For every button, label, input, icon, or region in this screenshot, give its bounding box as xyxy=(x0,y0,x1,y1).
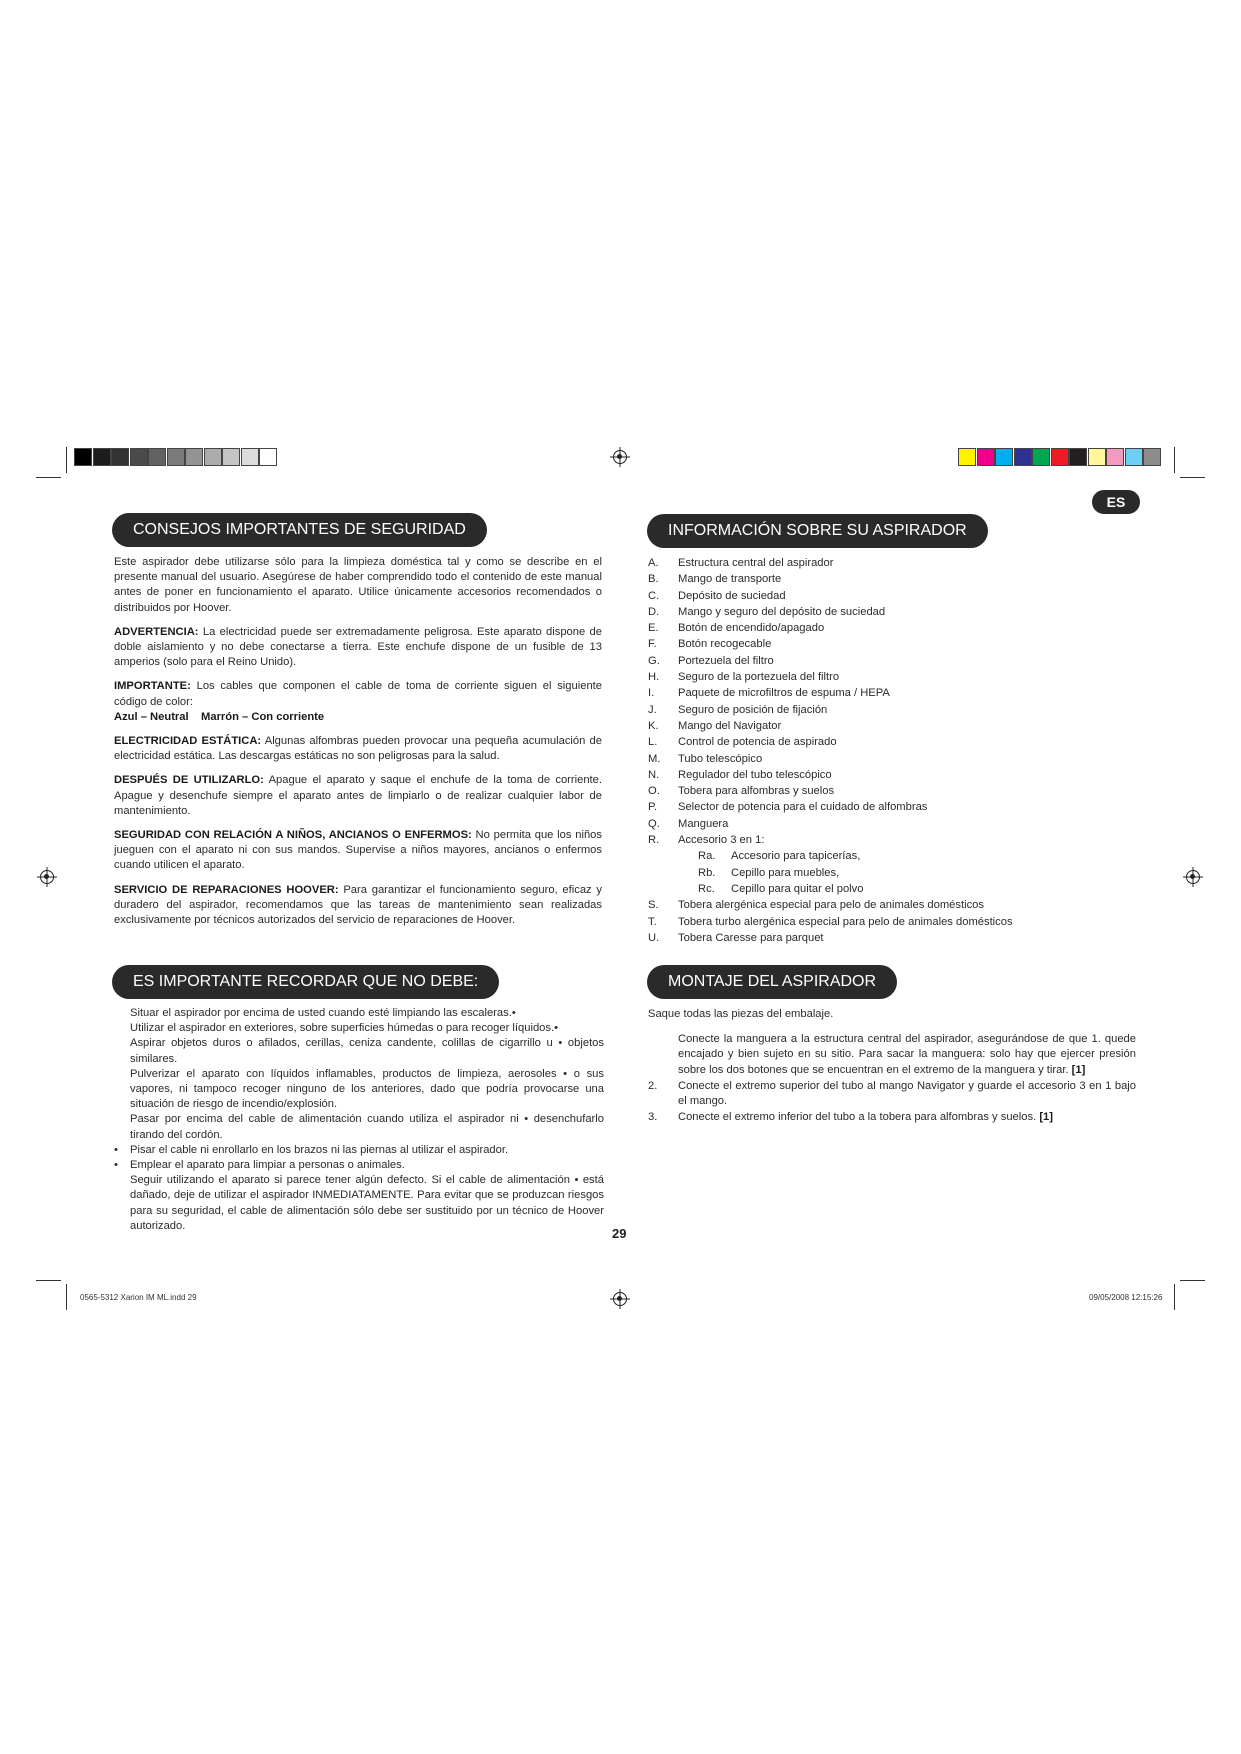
list-item-text: Utilizar el aspirador en exteriores, sobre superficies húmedas o para recoger líquidos.• xyxy=(130,1022,559,1035)
gray-swatch xyxy=(130,448,148,466)
list-item-text: Emplear el aparato para limpiar a personas o animales. xyxy=(130,1159,405,1172)
item-text: Paquete de microfiltros de espuma / HEPA xyxy=(678,687,890,700)
gray-swatch xyxy=(167,448,185,466)
list-item-text: Seguir utilizando el aparato si parece tener algún defecto. Si el cable de alimentación • está dañado, deje de utilizar el aspirador INMEDIATAMENTE. Para evitar que se produzcan riesgos para su seguridad, el cable de alimentación sólo debe ser sustituido por un técnico de Hoover autorizado. xyxy=(130,1174,604,1232)
after-use-label: DESPUÉS DE UTILIZARLO: xyxy=(114,774,264,787)
footer-datetime: 09/05/2008 12:15:26 xyxy=(1089,1293,1163,1302)
after-use-text: Apague el aparato y saque el enchufe de la toma de corriente. Apague y desenchufe siempre el aparato antes de limpiarlo o de realizar cualquier labor de mantenimiento. xyxy=(114,774,602,817)
gray-swatch xyxy=(111,448,129,466)
list-item xyxy=(648,702,1108,718)
item-letter: Ra. xyxy=(698,850,716,863)
registration-mark-icon xyxy=(613,450,627,464)
list-item xyxy=(648,914,1108,930)
section-title-info: INFORMACIÓN SOBRE SU ASPIRADOR xyxy=(648,515,987,547)
gray-swatch xyxy=(241,448,259,466)
children-paragraph xyxy=(114,828,602,874)
assembly-intro: Saque todas las piezas del embalaje. xyxy=(648,1008,834,1020)
item-text: Tobera turbo alergénica especial para pelo de animales domésticos xyxy=(678,915,1013,928)
important-label: IMPORTANTE: xyxy=(114,680,191,693)
color-swatch xyxy=(1106,448,1124,466)
list-item xyxy=(648,848,1108,864)
gray-swatch xyxy=(222,448,240,466)
after-use-paragraph xyxy=(114,773,602,819)
color-swatch xyxy=(1143,448,1161,466)
item-text: Control de potencia de aspirado xyxy=(678,736,837,749)
step-text: Conecte la manguera a la estructura central del aspirador, asegurándose de que 1. quede encajado y bien sujeto en su sitio. Para sacar la manguera: solo hay que ejercer presión sobre los dos botones que se encuentran en el extremo de la manguera y tirar. xyxy=(678,1033,1136,1076)
figure-ref: [1] xyxy=(1039,1111,1053,1124)
list-item-text: Pulverizar el aparato con líquidos inflamables, productos de limpieza, aerosoles • o sus vapores, ni tampoco recoger ninguno de los anteriores, dado que podría provocarse una situación de riesgo de incendio/explosión. xyxy=(130,1067,604,1111)
list-item xyxy=(114,1067,604,1113)
important-paragraph xyxy=(114,679,602,709)
list-item xyxy=(114,1036,604,1066)
list-item xyxy=(114,1006,604,1021)
gray-swatch xyxy=(148,448,166,466)
list-item xyxy=(648,832,1108,848)
item-letter: S. xyxy=(648,899,659,912)
item-text: Seguro de posición de fijación xyxy=(678,703,828,716)
crop-mark xyxy=(36,1280,61,1281)
color-swatch xyxy=(1051,448,1069,466)
crop-mark xyxy=(36,477,61,478)
color-swatch xyxy=(958,448,976,466)
remember-list xyxy=(114,1006,604,1234)
list-item xyxy=(114,1158,604,1173)
important-text: Los cables que componen el cable de toma de corriente siguen el siguiente código de color: xyxy=(114,680,602,708)
static-paragraph xyxy=(114,734,602,764)
list-item xyxy=(648,734,1108,750)
list-item xyxy=(648,620,1108,636)
item-text: Mango y seguro del depósito de suciedad xyxy=(678,605,886,618)
warning-paragraph xyxy=(114,625,602,671)
list-item xyxy=(648,718,1108,734)
assembly-section xyxy=(648,1007,1136,1126)
service-text: Para garantizar el funcionamiento seguro, eficaz y duradero del aspirador, recomendamos que las tareas de mantenimiento sean realizadas exclusivamente por técnicos autorizados del servicio de reparaciones de Hoover. xyxy=(114,883,602,927)
figure-ref: [1] xyxy=(1071,1063,1086,1076)
list-item xyxy=(648,816,1108,832)
crop-mark xyxy=(66,447,67,473)
item-text: Tobera para alfombras y suelos xyxy=(678,785,835,798)
item-text: Cepillo para muebles, xyxy=(731,866,840,879)
item-letter: M. xyxy=(648,752,661,765)
item-text: Mango de transporte xyxy=(678,573,782,586)
service-paragraph xyxy=(114,883,602,929)
list-item xyxy=(648,881,1108,897)
static-label: ELECTRICIDAD ESTÁTICA: xyxy=(114,735,262,748)
list-item xyxy=(648,588,1108,604)
list-item xyxy=(648,751,1108,767)
item-letter: R. xyxy=(648,834,660,847)
item-text: Tubo telescópico xyxy=(678,752,763,765)
item-text: Cepillo para quitar el polvo xyxy=(731,882,864,895)
item-letter: G. xyxy=(648,654,660,667)
section-title-remember: ES IMPORTANTE RECORDAR QUE NO DEBE: xyxy=(113,966,498,998)
item-letter: K. xyxy=(648,719,659,732)
crop-mark xyxy=(1174,447,1175,473)
safety-intro: Este aspirador debe utilizarse sólo para la limpieza doméstica tal y como se describe en el presente manual del usuario. Asegúrese de haber comprendido todo el contenido de este manual antes de poner en funcionamiento el aparato. Utilice únicamente accesorios recomendados o distribuidos por Hoover. xyxy=(114,556,602,614)
step-number: 2. xyxy=(648,1079,658,1092)
assembly-steps xyxy=(648,1032,1136,1125)
item-text: Manguera xyxy=(678,817,729,830)
item-letter: L. xyxy=(648,736,658,749)
warning-text: La electricidad puede ser extremadamente peligrosa. Este aparato dispone de doble aislamiento y no debe conectarse a tierra. Este enchufe dispone de un fusible de 13 amperios (solo para el Reino Unido). xyxy=(114,625,602,669)
list-item xyxy=(648,865,1108,881)
item-letter: Rb. xyxy=(698,866,716,879)
item-text: Estructura central del aspirador xyxy=(678,557,834,569)
color-swatch xyxy=(995,448,1013,466)
item-letter: Rc. xyxy=(698,882,715,895)
item-letter: O. xyxy=(648,785,660,798)
section-title-assembly: MONTAJE DEL ASPIRADOR xyxy=(648,966,896,998)
color-swatch xyxy=(1088,448,1106,466)
crop-mark xyxy=(66,1284,67,1310)
list-item xyxy=(114,1021,604,1036)
color-swatch xyxy=(977,448,995,466)
color-swatch xyxy=(1125,448,1143,466)
registration-mark-icon xyxy=(40,870,54,884)
item-letter: H. xyxy=(648,671,660,684)
gray-swatch xyxy=(74,448,92,466)
parts-list xyxy=(648,555,1108,946)
color-swatch xyxy=(1032,448,1050,466)
item-letter: F. xyxy=(648,638,657,651)
crop-mark xyxy=(1174,1284,1175,1310)
item-text: Accesorio 3 en 1: xyxy=(678,834,765,847)
safety-section xyxy=(114,555,602,937)
list-item xyxy=(648,897,1108,913)
footer-file: 0565-5312 Xarion IM ML.indd 29 xyxy=(80,1293,197,1302)
list-item-text: Aspirar objetos duros o afilados, cerillas, ceniza candente, colillas de cigarrillo u • objetos similares. xyxy=(130,1037,604,1065)
wire-colors: Azul – Neutral Marrón – Con corriente xyxy=(114,710,325,723)
item-letter: Q. xyxy=(648,817,660,830)
list-item xyxy=(648,555,1108,571)
item-text: Botón de encendido/apagado xyxy=(678,622,825,635)
registration-mark-icon xyxy=(613,1292,627,1306)
remember-section xyxy=(114,1006,604,1234)
children-text: No permita que los niños jueguen con el aparato ni con sus mandos. Supervise a niños mayores, ancianos o enfermos cuando utilicen el aparato. xyxy=(114,829,602,872)
assembly-step xyxy=(648,1079,1136,1109)
item-letter: P. xyxy=(648,801,658,814)
item-text: Accesorio para tapicerías, xyxy=(731,850,861,863)
gray-swatch xyxy=(204,448,222,466)
item-text: Portezuela del filtro xyxy=(678,654,774,667)
item-letter: E. xyxy=(648,622,659,635)
list-item xyxy=(114,1112,604,1142)
assembly-step xyxy=(648,1110,1136,1125)
section-title-safety: CONSEJOS IMPORTANTES DE SEGURIDAD xyxy=(113,514,486,546)
item-letter: N. xyxy=(648,768,660,781)
item-letter: B. xyxy=(648,573,659,586)
list-item xyxy=(648,685,1108,701)
item-text: Tobera alergénica especial para pelo de animales domésticos xyxy=(678,899,984,912)
list-item xyxy=(648,783,1108,799)
page-number: 29 xyxy=(612,1226,627,1241)
color-swatch xyxy=(1014,448,1032,466)
bullet-icon: • xyxy=(114,1159,118,1172)
list-item-text: Pasar por encima del cable de alimentación cuando utiliza el aspirador ni • desenchufarlo tirando del cordón. xyxy=(130,1113,604,1141)
language-badge: ES xyxy=(1092,490,1140,514)
list-item xyxy=(648,669,1108,685)
crop-mark xyxy=(1180,477,1205,478)
item-text: Regulador del tubo telescópico xyxy=(678,768,832,781)
list-item xyxy=(114,1173,604,1234)
list-item xyxy=(114,1143,604,1158)
item-text: Mango del Navigator xyxy=(678,719,782,732)
children-label: SEGURIDAD CON RELACIÓN A NIÑOS, ANCIANOS O ENFERMOS: xyxy=(114,829,472,842)
item-letter: T. xyxy=(648,915,657,928)
info-section xyxy=(648,555,1108,946)
list-item xyxy=(648,604,1108,620)
bullet-icon: • xyxy=(114,1143,118,1156)
service-label: SERVICIO DE REPARACIONES HOOVER: xyxy=(114,883,339,896)
gray-swatch xyxy=(185,448,203,466)
gray-swatch xyxy=(93,448,111,466)
item-text: Tobera Caresse para parquet xyxy=(678,931,824,944)
item-letter: J. xyxy=(648,703,657,716)
list-item-text: Situar el aspirador por encima de usted cuando esté limpiando las escaleras.• xyxy=(130,1007,516,1019)
gray-swatch xyxy=(259,448,277,466)
step-text: Conecte el extremo superior del tubo al mango Navigator y guarde el accesorio 3 en 1 bajo el mango. xyxy=(678,1079,1136,1108)
step-number xyxy=(648,1032,678,1078)
item-letter: U. xyxy=(648,931,660,944)
item-letter: I. xyxy=(648,687,655,700)
assembly-step xyxy=(648,1032,1136,1078)
color-swatch xyxy=(1069,448,1087,466)
step-number: 3. xyxy=(648,1111,658,1124)
list-item xyxy=(648,636,1108,652)
list-item-text: Pisar el cable ni enrollarlo en los brazos ni las piernas al utilizar el aspirador. xyxy=(130,1143,509,1156)
static-text: Algunas alfombras pueden provocar una pequeña acumulación de electricidad estática. Las descargas estáticas no son peligrosas para la salud. xyxy=(114,735,602,763)
item-letter: D. xyxy=(648,605,660,618)
list-item xyxy=(648,653,1108,669)
warning-label: ADVERTENCIA: xyxy=(114,625,199,638)
list-item xyxy=(648,799,1108,815)
item-letter: A. xyxy=(648,557,659,569)
item-text: Selector de potencia para el cuidado de alfombras xyxy=(678,801,928,814)
item-text: Depósito de suciedad xyxy=(678,589,786,602)
registration-mark-icon xyxy=(1186,870,1200,884)
item-letter: C. xyxy=(648,589,660,602)
list-item xyxy=(648,767,1108,783)
list-item xyxy=(648,930,1108,946)
item-text: Botón recogecable xyxy=(678,638,772,651)
item-text: Seguro de la portezuela del filtro xyxy=(678,671,840,684)
list-item xyxy=(648,571,1108,587)
step-text: Conecte el extremo inferior del tubo a la tobera para alfombras y suelos. xyxy=(678,1111,1037,1124)
crop-mark xyxy=(1180,1280,1205,1281)
